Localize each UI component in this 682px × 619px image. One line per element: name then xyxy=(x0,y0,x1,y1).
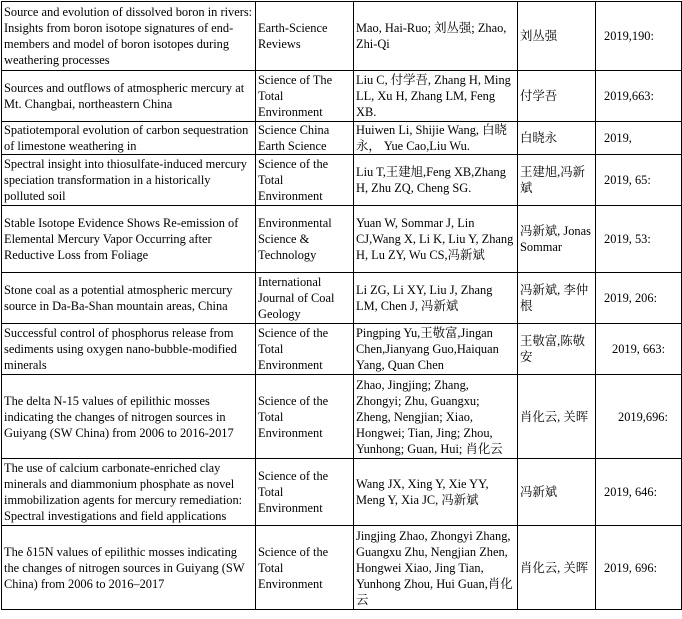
year-volume: 2019,190: xyxy=(596,2,682,71)
paper-title: Spatiotemporal evolution of carbon sequestration of limestone weathering in xyxy=(2,122,256,155)
year-volume: 2019,663: xyxy=(596,71,682,122)
year-volume: 2019, 53: xyxy=(596,206,682,273)
table-row xyxy=(2,155,682,206)
journal-name: International Journal of Coal Geology xyxy=(256,273,354,324)
table-row xyxy=(2,459,682,526)
paper-title: Stone coal as a potential atmospheric mercury source in Da-Ba-Shan mountain areas, China xyxy=(2,273,256,324)
corresponding-author: 付学吾 xyxy=(518,71,596,122)
paper-title: The delta N-15 values of epilithic mosses indicating the changes of nitrogen sources in Guiyang (SW China) from 2006 to 2016-2017 xyxy=(2,375,256,459)
paper-title: Spectral insight into thiosulfate-induced mercury speciation transformation in a historically polluted soil xyxy=(2,155,256,206)
publications-table xyxy=(1,1,682,610)
journal-name: Environmental Science & Technology xyxy=(256,206,354,273)
author-list: Wang JX, Xing Y, Xie YY, Meng Y, Xia JC, 冯新斌 xyxy=(354,459,518,526)
corresponding-author: 冯新斌, Jonas Sommar xyxy=(518,206,596,273)
paper-title: Stable Isotope Evidence Shows Re-emission of Elemental Mercury Vapor Occurring after Reductive Loss from Foliage xyxy=(2,206,256,273)
table-row xyxy=(2,324,682,375)
author-list: Liu C, 付学吾, Zhang H, Ming LL, Xu H, Zhang LM, Feng XB. xyxy=(354,71,518,122)
table-row xyxy=(2,526,682,610)
corresponding-author: 刘丛强 xyxy=(518,2,596,71)
paper-title: The use of calcium carbonate-enriched clay minerals and diammonium phosphate as novel immobilization agents for mercury remediation: Spectral investigations and field applications xyxy=(2,459,256,526)
year-volume: 2019, 65: xyxy=(596,155,682,206)
year-volume: 2019, 206: xyxy=(596,273,682,324)
author-list: Yuan W, Sommar J, Lin CJ,Wang X, Li K, Liu Y, Zhang H, Lu ZY, Wu CS,冯新斌 xyxy=(354,206,518,273)
author-list: Jingjing Zhao, Zhongyi Zhang, Guangxu Zhu, Nengjian Zhen, Hongwei Xiao, Jing Tian, Yunhong Zhou, Hui Guan,肖化云 xyxy=(354,526,518,610)
journal-name: Earth-Science Reviews xyxy=(256,2,354,71)
journal-name: Science of the Total Environment xyxy=(256,526,354,610)
author-list: Mao, Hai-Ruo; 刘丛强; Zhao, Zhi-Qi xyxy=(354,2,518,71)
year-volume: 2019, 663: xyxy=(596,324,682,375)
author-list: Liu T,王建旭,Feng XB,Zhang H, Zhu ZQ, Cheng SG. xyxy=(354,155,518,206)
corresponding-author: 冯新斌, 李仲根 xyxy=(518,273,596,324)
year-volume: 2019, 696: xyxy=(596,526,682,610)
paper-title: Successful control of phosphorus release from sediments using oxygen nano-bubble-modified minerals xyxy=(2,324,256,375)
table-row xyxy=(2,122,682,155)
journal-name: Science China Earth Science xyxy=(256,122,354,155)
year-volume: 2019, 646: xyxy=(596,459,682,526)
corresponding-author: 王建旭,冯新斌 xyxy=(518,155,596,206)
journal-name: Science of the Total Environment xyxy=(256,155,354,206)
corresponding-author: 肖化云, 关晖 xyxy=(518,526,596,610)
paper-title: Sources and outflows of atmospheric mercury at Mt. Changbai, northeastern China xyxy=(2,71,256,122)
paper-title: Source and evolution of dissolved boron in rivers: Insights from boron isotope signatures of end-members and model of boron isotopes during weathering processes xyxy=(2,2,256,71)
table-row xyxy=(2,71,682,122)
author-list: Zhao, Jingjing; Zhang, Zhongyi; Zhu, Guangxu; Zheng, Nengjian; Xiao, Hongwei; Tian, Jing; Zhou, Yunhong; Guan, Hui; 肖化云 xyxy=(354,375,518,459)
table-row xyxy=(2,375,682,459)
year-volume: 2019,696: xyxy=(596,375,682,459)
corresponding-author: 肖化云, 关晖 xyxy=(518,375,596,459)
year-volume: 2019, xyxy=(596,122,682,155)
paper-title: The δ15N values of epilithic mosses indicating the changes of nitrogen sources in Guiyang (SW China) from 2006 to 2016–2017 xyxy=(2,526,256,610)
journal-name: Science of the Total Environment xyxy=(256,324,354,375)
author-list: Huiwen Li, Shijie Wang, 白晓永， Yue Cao,Liu Wu. xyxy=(354,122,518,155)
author-list: Pingping Yu,王敬富,Jingan Chen,Jianyang Guo,Haiquan Yang, Quan Chen xyxy=(354,324,518,375)
corresponding-author: 白晓永 xyxy=(518,122,596,155)
author-list: Li ZG, Li XY, Liu J, Zhang LM, Chen J, 冯新斌 xyxy=(354,273,518,324)
corresponding-author: 冯新斌 xyxy=(518,459,596,526)
table-row xyxy=(2,273,682,324)
table-row xyxy=(2,2,682,71)
table-row xyxy=(2,206,682,273)
journal-name: Science of the Total Environment xyxy=(256,459,354,526)
corresponding-author: 王敬富,陈敬安 xyxy=(518,324,596,375)
journal-name: Science of The Total Environment xyxy=(256,71,354,122)
journal-name: Science of the Total Environment xyxy=(256,375,354,459)
